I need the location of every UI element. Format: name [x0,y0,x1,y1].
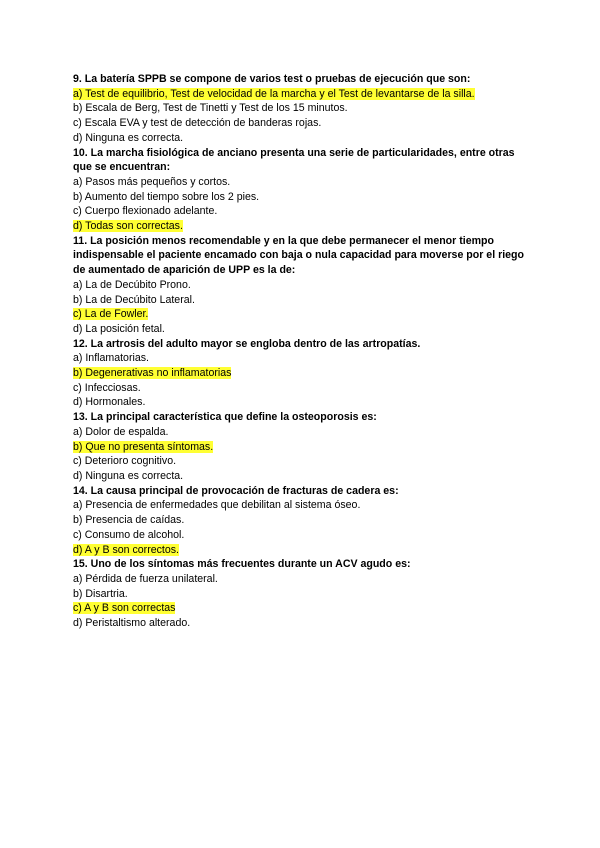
answer-option-correct: c) A y B son correctas [73,602,176,615]
answer-option-correct: d) Todas son correctas. [73,220,183,233]
question-9 [73,72,530,146]
question-12 [73,337,530,411]
answer-option: c) Infecciosas. [73,381,141,394]
answer-option: b) Aumento del tiempo sobre los 2 pies. [73,190,260,203]
question-text: 14. La causa principal de provocación de fracturas de cadera es: [73,484,399,497]
answer-option: a) Pérdida de fuerza unilateral. [73,572,218,585]
answer-option: b) Escala de Berg, Test de Tinetti y Test de los 15 minutos. [73,102,348,115]
question-11 [73,234,530,337]
answer-option-correct: b) Que no presenta síntomas. [73,440,214,453]
question-13 [73,410,530,484]
answer-option-correct: c) La de Fowler. [73,308,149,321]
question-text: 13. La principal característica que define la osteoporosis es: [73,411,377,424]
answer-option: a) Presencia de enfermedades que debilitan al sistema óseo. [73,499,361,512]
answer-option: d) Ninguna es correcta. [73,131,184,144]
answer-option: d) La posición fetal. [73,322,165,335]
answer-option: a) Inflamatorias. [73,352,149,365]
answer-option: a) Pasos más pequeños y cortos. [73,175,231,188]
answer-option: c) Cuerpo flexionado adelante. [73,205,218,218]
question-10 [73,146,530,234]
answer-option: b) Disartria. [73,587,128,600]
answer-option: c) Escala EVA y test de detección de banderas rojas. [73,117,322,130]
answer-option: d) Peristaltismo alterado. [73,617,191,630]
answer-option: b) La de Decúbito Lateral. [73,293,195,306]
answer-option-correct: d) A y B son correctos. [73,543,179,556]
question-14 [73,484,530,558]
answer-option: c) Deterioro cognitivo. [73,455,177,468]
answer-option-correct: b) Degenerativas no inflamatorias [73,367,232,380]
answer-option: d) Hormonales. [73,396,146,409]
question-text: 12. La artrosis del adulto mayor se engloba dentro de las artropatías. [73,337,421,350]
answer-option: c) Consumo de alcohol. [73,528,185,541]
question-text: 9. La batería SPPB se compone de varios test o pruebas de ejecución que son: [73,73,471,85]
question-text: 10. La marcha fisiológica de anciano presenta una serie de particularidades, entre otras que se encuentran: [73,146,515,174]
question-15 [73,557,530,631]
question-text: 15. Uno de los síntomas más frecuentes durante un ACV agudo es: [73,558,411,571]
answer-option-correct: a) Test de equilibrio, Test de velocidad de la marcha y el Test de levantarse de la silla. [73,87,475,100]
answer-option: b) Presencia de caídas. [73,514,185,527]
question-text: 11. La posición menos recomendable y en la que debe permanecer el menor tiempo indispensable el paciente encamado con baja o nula capacidad para moverse por el riego de aumentado de aparición de UPP es la de: [73,234,524,277]
answer-option: d) Ninguna es correcta. [73,469,184,482]
answer-option: a) Dolor de espalda. [73,425,169,438]
answer-option: a) La de Decúbito Prono. [73,278,191,291]
